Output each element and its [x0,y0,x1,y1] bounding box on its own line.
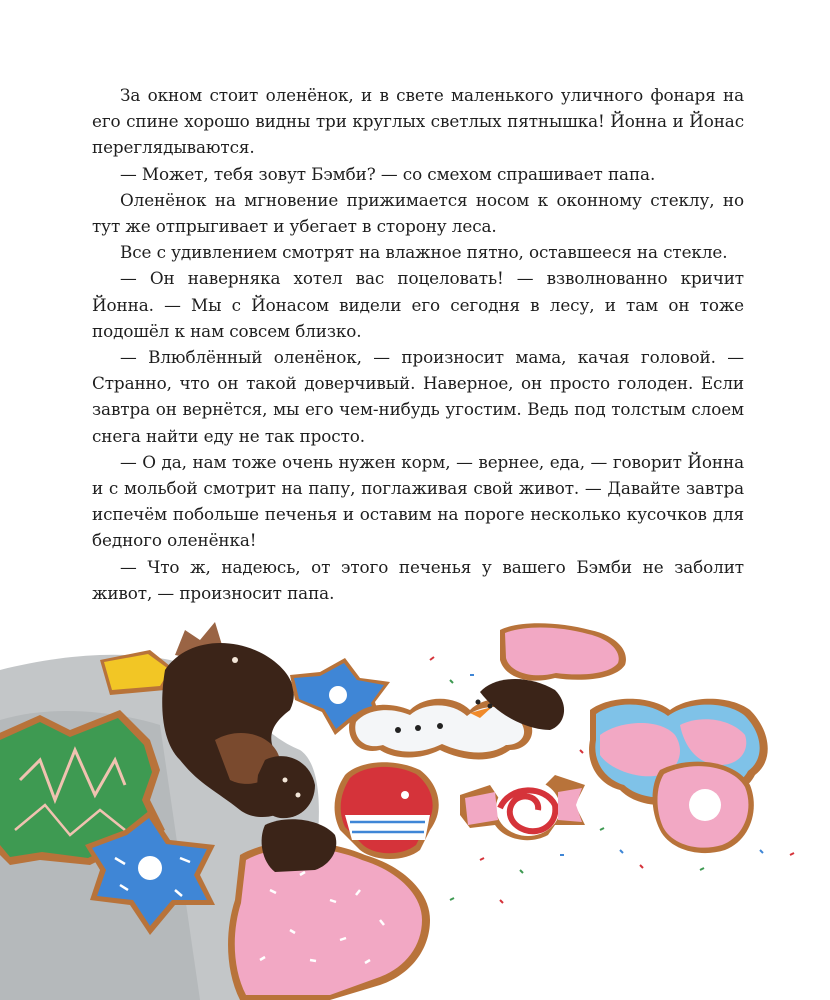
candy-cookie-icon [460,775,585,840]
sprinkle-cookie-icon [228,842,430,1000]
paragraph: Оленёнок на мгновение прижимается носом к оконному стеклу, но тут же отпрыгивает и убегает в сторону леса. [92,189,744,237]
paragraph: — О да, нам тоже очень нужен корм, — вернее, еда, — говорит Йонна и с мольбой смотрит на папу, поглаживая свой живот. — Давайте завтра испечём побольше печенья и оставим на пороге несколько кусочков для бедного оленёнка! [92,451,744,551]
paragraph: — Он наверняка хотел вас поцеловать! — взволнованно кричит Йонна. — Мы с Йонасом видели его сегодня в лесу, и там он тоже подошёл к нам совсем близко. [92,268,744,341]
chocolate-cookie-icon [262,819,337,872]
pig-cookie-icon [500,623,626,680]
paragraph: — Может, тебя зовут Бэмби? — со смехом спрашивает папа. [120,163,656,184]
paragraph: За окном стоит оленёнок, и в свете маленького уличного фонаря на его спине хорошо видны три круглых светлых пятнышка! Йонна и Йонас переглядываются. [92,85,744,158]
mitten-pink-cookie-icon [653,762,754,854]
paragraph: — Что ж, надеюсь, от этого печенья у вашего Бэмби не заболит живот, — произносит папа. [92,556,744,603]
paragraph: Все с удивлением смотрят на влажное пятно, оставшееся на стекле. [120,242,728,263]
cookies-illustration [0,600,830,1000]
paragraph: — Влюблённый оленёнок, — произносит мама, качая головой. — Странно, что он такой доверчивый. Наверное, он просто голоден. Если завтра он вернётся, мы его чем-нибудь угостим. Ведь под толстым слоем снега найти еду не так просто. [92,347,744,446]
story-text [92,82,744,606]
mitten-cookie-icon [335,762,439,859]
